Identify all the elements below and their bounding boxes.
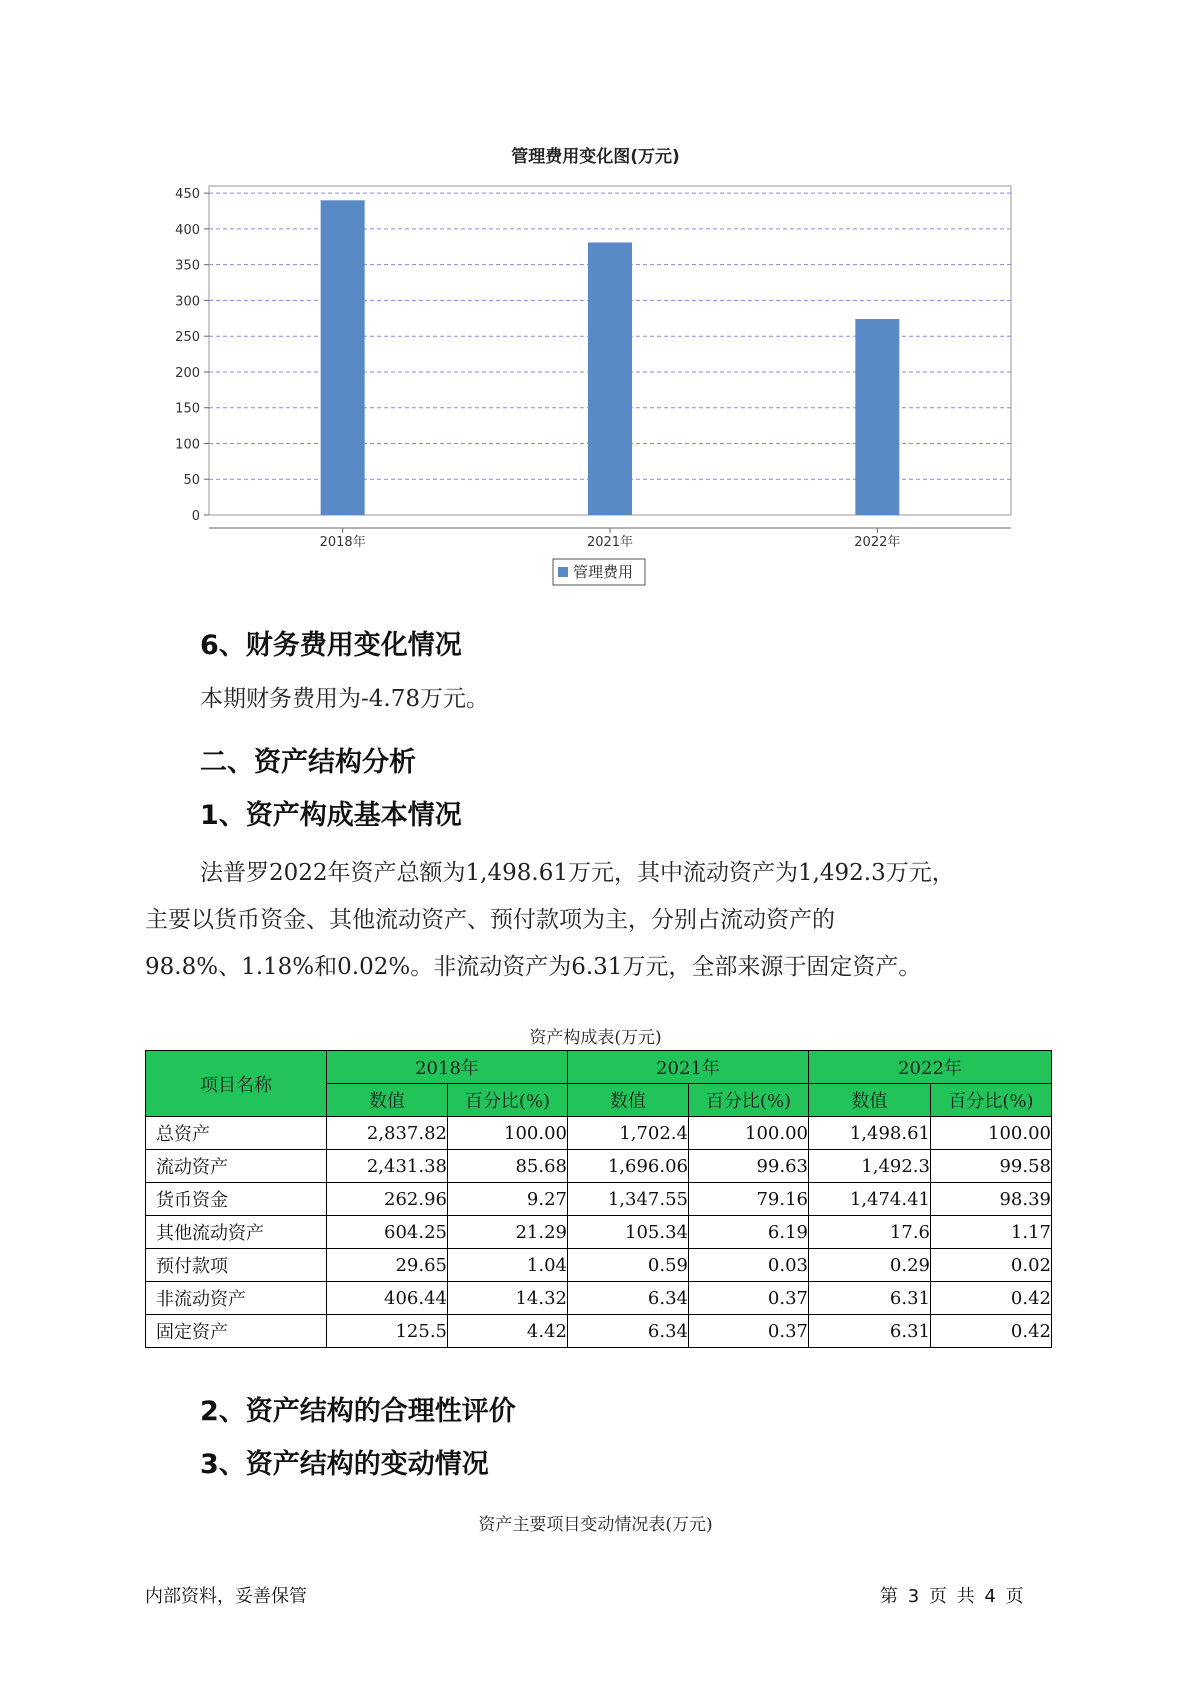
cell: 0.02 [931, 1249, 1052, 1282]
cell: 0.37 [689, 1282, 809, 1315]
cell: 0.42 [931, 1315, 1052, 1348]
cell: 79.16 [689, 1183, 809, 1216]
cell: 6.31 [809, 1282, 931, 1315]
cell: 406.44 [327, 1282, 448, 1315]
cell: 0.59 [568, 1249, 689, 1282]
table-row [146, 1183, 1052, 1216]
bar [588, 243, 632, 515]
cell: 99.58 [931, 1150, 1052, 1183]
table-row [146, 1282, 1052, 1315]
cell: 2,431.38 [327, 1150, 448, 1183]
cell: 4.42 [448, 1315, 568, 1348]
cell: 0.42 [931, 1282, 1052, 1315]
header-percent: 百分比(%) [689, 1084, 809, 1117]
header-year: 2018年 [327, 1051, 568, 1084]
section-6-text: 本期财务费用为-4.78万元。 [200, 686, 489, 712]
table-row [146, 1117, 1052, 1150]
legend-swatch [558, 567, 568, 577]
row-name: 非流动资产 [146, 1282, 327, 1315]
x-tick-label: 2022年 [854, 535, 901, 550]
section-1-line-2: 主要以货币资金、其他流动资产、预付款项为主，分别占流动资产的 [145, 907, 835, 933]
y-tick-label: 400 [175, 222, 200, 238]
section-1-line-3: 98.8%、1.18%和0.02%。非流动资产为6.31万元，全部来源于固定资产。 [145, 954, 922, 980]
cell: 262.96 [327, 1183, 448, 1216]
cell: 1,347.55 [568, 1183, 689, 1216]
cell: 1,702.4 [568, 1117, 689, 1150]
table-row [146, 1150, 1052, 1183]
row-name: 固定资产 [146, 1315, 327, 1348]
header-percent: 百分比(%) [931, 1084, 1052, 1117]
header-year: 2021年 [568, 1051, 809, 1084]
row-name: 其他流动资产 [146, 1216, 327, 1249]
cell: 6.19 [689, 1216, 809, 1249]
cell: 29.65 [327, 1249, 448, 1282]
asset-structure-table [145, 1050, 1052, 1348]
cell: 6.31 [809, 1315, 931, 1348]
footer-confidential-note: 内部资料，妥善保管 [145, 1586, 307, 1607]
cell: 1,498.61 [809, 1117, 931, 1150]
cell: 9.27 [448, 1183, 568, 1216]
cell: 6.34 [568, 1282, 689, 1315]
cell: 14.32 [448, 1282, 568, 1315]
y-tick-label: 250 [175, 330, 200, 346]
cell: 17.6 [809, 1216, 931, 1249]
y-tick-label: 300 [175, 294, 200, 310]
bar [321, 200, 365, 515]
y-tick-label: 450 [175, 187, 200, 203]
cell: 2,837.82 [327, 1117, 448, 1150]
section-1-line-1: 法普罗2022年资产总额为1,498.61万元，其中流动资产为1,492.3万元， [200, 860, 955, 886]
cell: 100.00 [931, 1117, 1052, 1150]
header-item-name: 项目名称 [146, 1051, 327, 1117]
row-name: 总资产 [146, 1117, 327, 1150]
cell: 100.00 [689, 1117, 809, 1150]
row-name: 流动资产 [146, 1150, 327, 1183]
row-name: 预付款项 [146, 1249, 327, 1282]
cell: 6.34 [568, 1315, 689, 1348]
part-2-heading: 二、资产结构分析 [200, 747, 416, 778]
cell: 105.34 [568, 1216, 689, 1249]
cell: 98.39 [931, 1183, 1052, 1216]
legend-label: 管理费用 [573, 563, 634, 581]
cell: 85.68 [448, 1150, 568, 1183]
cell: 604.25 [327, 1216, 448, 1249]
chart-legend [553, 559, 645, 585]
y-tick-label: 150 [175, 401, 200, 417]
header-percent: 百分比(%) [448, 1084, 568, 1117]
cell: 1,474.41 [809, 1183, 931, 1216]
row-name: 货币资金 [146, 1183, 327, 1216]
y-tick-label: 100 [175, 437, 200, 453]
x-tick-label: 2021年 [586, 535, 634, 550]
bar [855, 319, 899, 515]
cell: 1,492.3 [809, 1150, 931, 1183]
cell: 1,696.06 [568, 1150, 689, 1183]
table-caption: 资产构成表(万元) [529, 1028, 662, 1048]
chart-title: 管理费用变化图(万元) [511, 147, 680, 167]
table-caption-2: 资产主要项目变动情况表(万元) [478, 1515, 713, 1535]
section-heading-6: 6、财务费用变化情况 [200, 630, 462, 661]
header-value: 数值 [568, 1084, 689, 1117]
chart-bars [321, 200, 900, 515]
cell: 21.29 [448, 1216, 568, 1249]
footer-page-number: 第 3 页 共 4 页 [880, 1586, 1024, 1607]
table-row [146, 1315, 1052, 1348]
y-tick-label: 200 [175, 365, 200, 381]
y-tick-label: 350 [175, 258, 200, 274]
section-heading-1: 1、资产构成基本情况 [200, 800, 462, 831]
cell: 125.5 [327, 1315, 448, 1348]
cell: 99.63 [689, 1150, 809, 1183]
cell: 0.03 [689, 1249, 809, 1282]
x-tick-label: 2018年 [319, 535, 366, 550]
y-tick-label: 50 [183, 473, 200, 489]
table-row [146, 1249, 1052, 1282]
cell: 1.04 [448, 1249, 568, 1282]
cell: 100.00 [448, 1117, 568, 1150]
bar-chart [0, 170, 1191, 600]
cell: 1.17 [931, 1216, 1052, 1249]
cell: 0.29 [809, 1249, 931, 1282]
section-heading-3: 3、资产结构的变动情况 [200, 1449, 489, 1480]
table-row [146, 1216, 1052, 1249]
section-heading-2: 2、资产结构的合理性评价 [200, 1396, 516, 1427]
header-value: 数值 [327, 1084, 448, 1117]
y-tick-label: 0 [191, 509, 200, 524]
cell: 0.37 [689, 1315, 809, 1348]
header-value: 数值 [809, 1084, 931, 1117]
header-year: 2022年 [809, 1051, 1052, 1084]
